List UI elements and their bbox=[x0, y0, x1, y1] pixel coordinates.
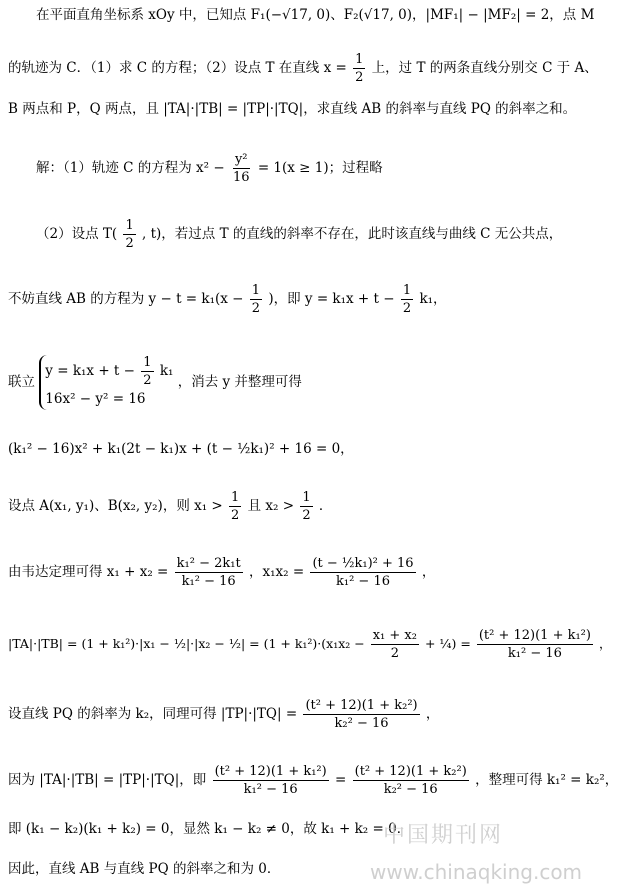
problem-line-3: B 两点和 P，Q 两点，且 |TA|·|TB| = |TP|·|TQ|，求直线 AB 的斜率与直线 PQ 的斜率之和。 bbox=[8, 101, 577, 117]
equality-step: 因为 |TA|·|TB| = |TP|·|TQ|，即 $\frac{\text{(t² + 12)(1 + k₁²)}}{\text{k₁² − 16}}$ = $\frac{\text{(t² + 12)(1 + k₂²)}}{\text{k₂² − 16}}$ ，整理可得 k₁² = k₂²， bbox=[8, 764, 618, 797]
ta-tb-product: |TA|·|TB| = (1 + k₁²)·|x₁ − ½|·|x₂ − ½| = (1 + k₁²)·(x₁x₂ − $\frac{\text{x₁ + x₂}}{2}$ + ¼) = $\frac{\text{(t² + 12)(1 + k₁²)}}{\text{k₁² − 16}}$ ， bbox=[8, 628, 612, 661]
watermark-url: www.chinaqking.com bbox=[370, 860, 583, 884]
problem-line-1: 在平面直角坐标系 xOy 中，已知点 F₁(−√17, 0)、F₂(√17, 0)，|MF₁| − |MF₂| = 2，点 M bbox=[36, 7, 595, 23]
fraction-half: $\frac{1}{2}$ bbox=[231, 490, 240, 523]
fraction-half: $\frac{1}{2}$ bbox=[251, 283, 261, 316]
quadratic-equation: (k₁² − 16)x² + k₁(2t − k₁)x + (t − ½k₁)² + 16 = 0， bbox=[8, 441, 354, 457]
solution-part-2-intro: （2）设点 T( $\frac{1}{2}$ , t)，若过点 T 的直线的斜率不存在，此时该直线与曲线 C 无公共点， bbox=[36, 218, 563, 251]
conclusion: 因此，直线 AB 与直线 PQ 的斜率之和为 0． bbox=[8, 861, 281, 877]
system-of-equations: 联立 y = k₁x + t − $\frac{1}{2}$ k₁ 16x² − y² = 16 ，消去 y 并整理可得 bbox=[8, 355, 595, 410]
problem-line-2: 的轨迹为 C．（1）求 C 的方程；（2）设点 T 在直线 x = $\frac{1}{2}$ 上，过 T 的两条直线分别交 C 于 A、 bbox=[8, 52, 598, 85]
fraction-half: $\frac{1}{2}$ bbox=[302, 490, 311, 523]
fraction-half: $\frac{1}{2}$ bbox=[355, 52, 364, 85]
fraction-ta-tb: $\frac{\text{(t² + 12)(1 + k₁²)}}{\text{k₁² − 16}}$ bbox=[214, 764, 327, 797]
watermark-cn: 中国期刊网 bbox=[383, 823, 504, 848]
fraction-product: $\frac{\text{(t − ½k₁)² + 16}}{\text{k₁² − 16}}$ bbox=[312, 556, 414, 589]
vieta-formulas: 由韦达定理可得 x₁ + x₂ = $\frac{\text{k₁² − 2k₁t}}{\text{k₁² − 16}}$ ，x₁x₂ = $\frac{\text{(t − ½k₁)² + 16}}{\text{k₁² − 16}}$ ， bbox=[8, 556, 436, 589]
fraction-ta-tb: $\frac{\text{(t² + 12)(1 + k₁²)}}{\text{k₁² − 16}}$ bbox=[478, 628, 591, 661]
fraction-y2-16: $\frac{\text{y²}}{16}$ bbox=[232, 152, 250, 185]
factorization-step: 即 (k₁ − k₂)(k₁ + k₂) = 0，显然 k₁ − k₂ ≠ 0，故 k₁ + k₂ = 0． bbox=[8, 821, 411, 837]
line-ab-equation: 不妨直线 AB 的方程为 y − t = k₁(x − $\frac{1}{2}$ )，即 y = k₁x + t − $\frac{1}{2}$ k₁， bbox=[8, 283, 447, 316]
solution-part-1: 解：（1）轨迹 C 的方程为 x² − $\frac{\text{y²}}{16}$ = 1(x ≥ 1)；过程略 bbox=[36, 152, 383, 185]
equation-system-brace: y = k₁x + t − $\frac{1}{2}$ k₁ 16x² − y² = 16 bbox=[39, 355, 173, 410]
fraction-half: $\frac{1}{2}$ bbox=[125, 218, 134, 251]
fraction-half: $\frac{1}{2}$ bbox=[143, 355, 152, 388]
fraction-sum: $\frac{\text{k₁² − 2k₁t}}{\text{k₁² − 16}}$ bbox=[176, 556, 241, 589]
tp-tq-product: 设直线 PQ 的斜率为 k₂，同理可得 |TP|·|TQ| = $\frac{\text{(t² + 12)(1 + k₂²)}}{\text{k₂² − 16}}$ ， bbox=[8, 698, 440, 731]
points-ab: 设点 A(x₁, y₁)、B(x₂, y₂)，则 x₁ > $\frac{1}{2}$ 且 x₂ > $\frac{1}{2}$ ． bbox=[8, 490, 333, 523]
fraction-tp-tq: $\frac{\text{(t² + 12)(1 + k₂²)}}{\text{k₂² − 16}}$ bbox=[305, 698, 418, 731]
fraction-half: $\frac{1}{2}$ bbox=[402, 283, 412, 316]
fraction-midpoint: $\frac{\text{x₁ + x₂}}{2}$ bbox=[372, 628, 417, 661]
fraction-tp-tq: $\frac{\text{(t² + 12)(1 + k₂²)}}{\text{k₂² − 16}}$ bbox=[354, 764, 467, 797]
